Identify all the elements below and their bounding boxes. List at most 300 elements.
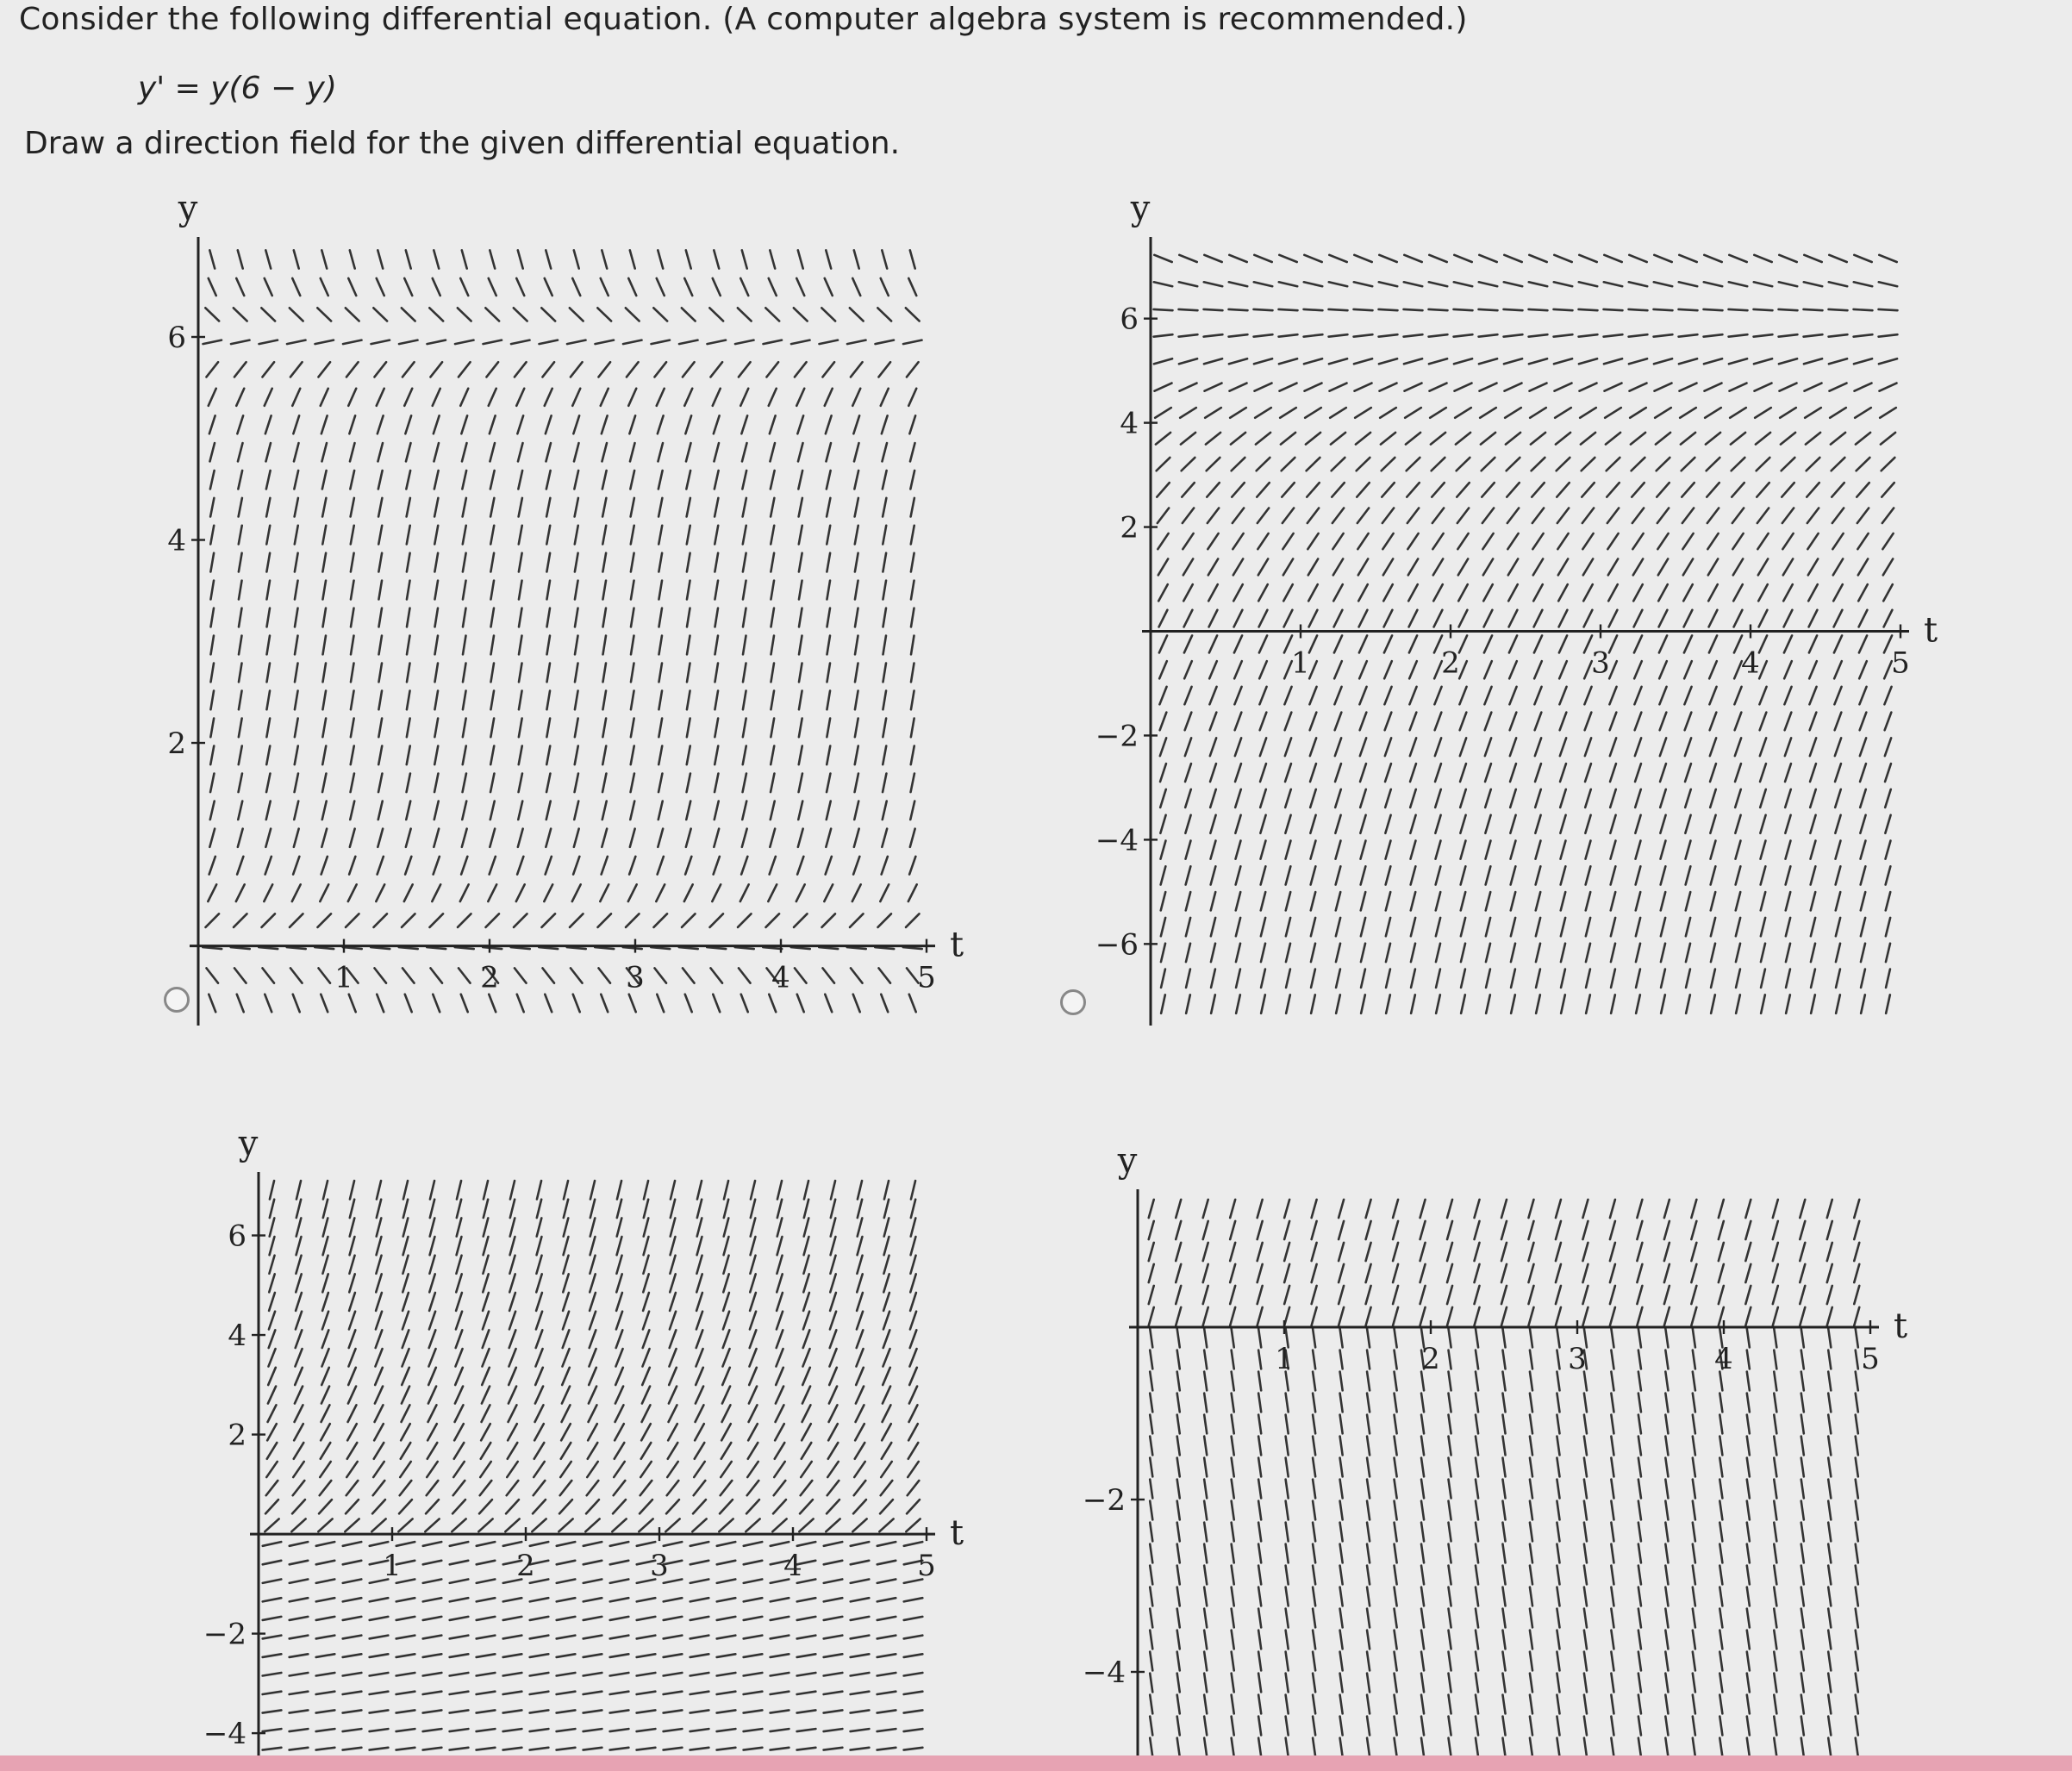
slope-mark [1502,1501,1505,1520]
slope-mark [1177,1631,1180,1649]
slope-mark [1773,1243,1778,1261]
slope-mark [1827,1264,1832,1282]
slope-mark [1611,1631,1613,1649]
slope-mark [1557,1587,1559,1606]
slope-mark [1502,1674,1505,1693]
slope-mark [1719,1264,1724,1282]
slope-mark [1366,1200,1371,1218]
slope-mark [1176,1307,1181,1325]
slope-mark [1340,1717,1343,1736]
slope-mark [1719,1631,1722,1649]
slope-mark [1747,1631,1750,1649]
slope-mark [1177,1394,1180,1412]
slope-mark [1177,1501,1180,1520]
slope-mark [1638,1329,1641,1348]
slope-mark [1177,1566,1180,1585]
slope-mark [1420,1307,1426,1325]
slope-mark [1774,1415,1776,1434]
slope-mark [1610,1221,1615,1239]
slope-mark [1150,1350,1152,1369]
slope-mark [1556,1286,1561,1304]
slope-mark [1774,1674,1776,1693]
slope-mark [1232,1480,1234,1499]
slope-mark [1637,1286,1642,1304]
slope-mark [1610,1243,1615,1261]
slope-mark [1340,1674,1343,1693]
slope-mark [1286,1566,1289,1585]
slope-mark [1476,1415,1478,1434]
slope-mark [1447,1243,1452,1261]
slope-mark [1367,1587,1370,1606]
slope-mark [1395,1501,1397,1520]
slope-mark [1232,1674,1234,1693]
slope-mark [1230,1221,1235,1239]
slope-mark [1801,1329,1804,1348]
y-axis-label: y [238,1124,259,1163]
slope-mark [1421,1738,1424,1757]
slope-mark [1204,1566,1207,1585]
slope-mark [1557,1415,1559,1434]
slope-mark [1774,1437,1776,1456]
slope-mark [1502,1372,1505,1391]
slope-mark [1367,1329,1370,1348]
slope-mark [1203,1264,1208,1282]
differential-equation: y' = y(6 − y) [138,71,337,106]
slope-mark [1230,1307,1235,1325]
slope-mark [1800,1221,1805,1239]
slope-mark [1693,1652,1695,1671]
slope-mark [1366,1307,1371,1325]
slope-mark [1719,1458,1722,1477]
slope-mark [1774,1501,1776,1520]
slope-mark [1611,1738,1613,1757]
t-tick-label: 2 [516,1549,535,1584]
slope-mark [1232,1394,1234,1412]
slope-mark [1828,1631,1831,1649]
t-tick-label: 4 [771,960,790,995]
slope-mark [1395,1717,1397,1736]
slope-mark [1340,1329,1343,1348]
slope-mark [1856,1587,1858,1606]
slope-mark [1340,1631,1343,1649]
slope-mark [1801,1523,1804,1542]
slope-mark [1774,1631,1776,1649]
slope-mark [1258,1523,1261,1542]
slope-mark [1286,1394,1289,1412]
slope-mark [1856,1738,1858,1757]
slope-mark [1638,1738,1641,1757]
slope-mark [1828,1695,1831,1714]
slope-mark [1476,1480,1478,1499]
slope-mark [1693,1394,1695,1412]
slope-mark [1258,1372,1261,1391]
slope-mark [1747,1609,1750,1628]
slope-mark [1638,1631,1641,1649]
slope-mark [1610,1286,1615,1304]
slope-mark [1258,1501,1261,1520]
slope-mark [1774,1652,1776,1671]
t-axis-label: t [949,925,964,965]
slope-mark [1448,1458,1451,1477]
slope-mark [1177,1738,1180,1757]
slope-mark [1150,1652,1152,1671]
slope-mark [1339,1286,1344,1304]
slope-mark [1774,1480,1776,1499]
slope-mark [1719,1609,1722,1628]
slope-mark [1150,1674,1152,1693]
t-tick-label: 2 [480,960,499,995]
slope-mark [1395,1480,1397,1499]
slope-mark [1557,1437,1559,1456]
t-tick-label: 1 [334,960,353,995]
slope-mark [1448,1544,1451,1563]
slope-mark [1774,1394,1776,1412]
slope-mark [1476,1717,1478,1736]
slope-mark [1747,1350,1750,1369]
slope-mark [1638,1566,1641,1585]
slope-mark [1421,1717,1424,1736]
slope-mark [1230,1200,1235,1218]
slope-mark [1638,1394,1641,1412]
t-tick-label: 1 [1291,645,1310,681]
slope-mark [1502,1458,1505,1477]
slope-mark [1691,1264,1696,1282]
y-tick-label: −4 [203,1717,247,1752]
slope-mark [1476,1609,1478,1628]
slope-mark [1476,1631,1478,1649]
slope-mark [1774,1695,1776,1714]
slope-mark [1801,1738,1804,1757]
slope-mark [1286,1415,1289,1434]
slope-mark [1828,1674,1831,1693]
slope-mark [1340,1437,1343,1456]
slope-mark [1528,1243,1533,1261]
slope-mark [1150,1372,1152,1391]
slope-mark [1801,1544,1804,1563]
slope-mark [1476,1458,1478,1477]
slope-mark [1448,1631,1451,1649]
slope-mark [1611,1437,1613,1456]
slope-mark [1502,1329,1505,1348]
slope-mark [1395,1544,1397,1563]
t-tick-label: 2 [1421,1342,1440,1376]
slope-mark [1828,1501,1831,1520]
slope-mark [1395,1674,1397,1693]
slope-mark [1856,1717,1858,1736]
slope-mark [1284,1221,1289,1239]
slope-mark [1393,1307,1398,1325]
slope-mark [1747,1372,1750,1391]
slope-mark [1258,1480,1261,1499]
slope-mark [1584,1738,1587,1757]
slope-mark [1637,1221,1642,1239]
slope-mark [1339,1221,1344,1239]
slope-mark [1610,1264,1615,1282]
slope-mark [1665,1394,1668,1412]
slope-mark [1584,1695,1587,1714]
slope-mark [1204,1631,1207,1649]
slope-mark [1637,1307,1642,1325]
slope-mark [1693,1329,1695,1348]
slope-mark [1150,1415,1152,1434]
slope-mark [1501,1200,1507,1218]
slope-mark [1395,1372,1397,1391]
slope-mark [1476,1372,1478,1391]
slope-mark [1420,1264,1426,1282]
slope-mark [1856,1372,1858,1391]
slope-mark [1693,1631,1695,1649]
slope-mark [1204,1501,1207,1520]
slope-mark [1801,1480,1804,1499]
slope-mark [1557,1523,1559,1542]
slope-mark [1366,1243,1371,1261]
slope-mark [1611,1329,1613,1348]
slope-mark [1367,1652,1370,1671]
slope-mark [1340,1394,1343,1412]
slope-mark [1313,1587,1315,1606]
slope-mark [1693,1609,1695,1628]
slope-mark [1313,1458,1315,1477]
slope-mark [1530,1587,1532,1606]
slope-mark [1258,1738,1261,1757]
slope-mark [1258,1652,1261,1671]
slope-mark [1557,1480,1559,1499]
slope-mark [1258,1307,1263,1325]
slope-mark [1557,1329,1559,1348]
slope-mark [1339,1243,1344,1261]
slope-mark [1448,1566,1451,1585]
slope-mark [1665,1437,1668,1456]
slope-mark [1854,1221,1859,1239]
slope-mark [1204,1738,1207,1757]
slope-mark [1258,1415,1261,1434]
slope-mark [1719,1652,1722,1671]
slope-mark [1177,1609,1180,1628]
slope-mark [1448,1609,1451,1628]
slope-mark [1230,1243,1235,1261]
slope-mark [1340,1652,1343,1671]
slope-mark [1230,1286,1235,1304]
slope-mark [1258,1394,1261,1412]
slope-mark [1232,1437,1234,1456]
slope-mark [1530,1437,1532,1456]
slope-mark [1313,1501,1315,1520]
slope-mark [1286,1437,1289,1456]
t-tick-label: 1 [383,1549,402,1584]
slope-mark [1395,1652,1397,1671]
slope-mark [1557,1609,1559,1628]
slope-mark [1530,1394,1532,1412]
slope-mark [1367,1458,1370,1477]
slope-mark [1530,1544,1532,1563]
slope-mark [1856,1480,1858,1499]
slope-mark [1448,1738,1451,1757]
slope-mark [1528,1221,1533,1239]
slope-mark [1501,1243,1507,1261]
slope-mark [1421,1415,1424,1434]
slope-mark [1367,1480,1370,1499]
slope-mark [1747,1415,1750,1434]
y-tick-label: 4 [228,1319,247,1354]
slope-mark [1149,1307,1154,1325]
slope-mark [1475,1243,1480,1261]
slope-mark [1232,1501,1234,1520]
slope-mark [1258,1329,1261,1348]
slope-mark [1693,1372,1695,1391]
slope-mark [1557,1738,1559,1757]
slope-mark [1528,1286,1533,1304]
slope-mark [1395,1415,1397,1434]
y-axis-label: y [1130,189,1151,228]
slope-mark [1232,1372,1234,1391]
slope-mark [1447,1286,1452,1304]
slope-mark [1582,1200,1588,1218]
y-tick-label: 2 [1120,510,1139,546]
slope-mark [1801,1372,1804,1391]
y-tick-label: 6 [1120,302,1139,337]
slope-mark [1719,1738,1722,1757]
slope-mark [1340,1544,1343,1563]
slope-mark [1149,1243,1154,1261]
slope-mark [1232,1587,1234,1606]
y-tick-label: −2 [1082,1483,1126,1518]
slope-mark [1856,1566,1858,1585]
slope-mark [1584,1544,1587,1563]
slope-mark [1828,1738,1831,1757]
slope-mark [1177,1437,1180,1456]
slope-mark [1557,1717,1559,1736]
slope-mark [1232,1566,1234,1585]
slope-mark [1584,1674,1587,1693]
slope-mark [1719,1480,1722,1499]
slope-mark [1584,1458,1587,1477]
y-axis-label: y [1117,1141,1138,1181]
slope-mark [1421,1609,1424,1628]
slope-mark [1584,1587,1587,1606]
slope-mark [1747,1652,1750,1671]
slope-mark [1774,1329,1776,1348]
slope-mark [1447,1200,1452,1218]
slope-mark [1448,1415,1451,1434]
slope-mark [1638,1480,1641,1499]
slope-mark [1367,1631,1370,1649]
slope-mark [1530,1652,1532,1671]
slope-mark [1828,1652,1831,1671]
slope-mark [1150,1458,1152,1477]
slope-mark [1313,1350,1315,1369]
slope-mark [1367,1609,1370,1628]
slope-mark [1856,1523,1858,1542]
slope-mark [1176,1221,1181,1239]
slope-mark [1557,1631,1559,1649]
slope-mark [1313,1394,1315,1412]
slope-mark [1150,1437,1152,1456]
slope-mark [1150,1480,1152,1499]
slope-mark [1340,1738,1343,1757]
slope-mark [1530,1631,1532,1649]
slope-mark [1557,1695,1559,1714]
slope-mark [1611,1695,1613,1714]
slope-mark [1502,1652,1505,1671]
slope-mark [1258,1243,1263,1261]
slope-mark [1367,1501,1370,1520]
slope-mark [1665,1523,1668,1542]
slope-mark [1476,1587,1478,1606]
slope-mark [1665,1566,1668,1585]
slope-mark [1747,1458,1750,1477]
slope-mark [1204,1415,1207,1434]
slope-mark [1530,1695,1532,1714]
slope-mark [1177,1717,1180,1736]
slope-mark [1693,1458,1695,1477]
slope-mark [1476,1674,1478,1693]
slope-mark [1476,1329,1478,1348]
slope-mark [1530,1523,1532,1542]
slope-mark [1448,1501,1451,1520]
slope-mark [1854,1200,1859,1218]
slope-mark [1204,1372,1207,1391]
slope-mark [1530,1350,1532,1369]
slope-mark [1313,1372,1315,1391]
t-tick-label: 5 [917,1549,936,1584]
slope-mark [1502,1394,1505,1412]
slope-mark [1611,1372,1613,1391]
slope-mark [1800,1243,1805,1261]
slope-mark [1313,1437,1315,1456]
slope-mark [1447,1307,1452,1325]
slope-mark [1421,1695,1424,1714]
slope-mark [1584,1609,1587,1628]
slope-mark [1476,1394,1478,1412]
slope-mark [1638,1695,1641,1714]
slope-mark [1284,1243,1289,1261]
slope-mark [1395,1609,1397,1628]
slope-mark [1447,1264,1452,1282]
slope-mark [1395,1738,1397,1757]
slope-mark [1286,1695,1289,1714]
slope-mark [1177,1587,1180,1606]
slope-mark [1611,1674,1613,1693]
slope-mark [1693,1480,1695,1499]
slope-mark [1502,1609,1505,1628]
slope-mark [1638,1437,1641,1456]
slope-mark [1313,1695,1315,1714]
slope-mark [1800,1307,1805,1325]
slope-mark [1693,1415,1695,1434]
slope-mark [1747,1544,1750,1563]
y-tick-label: 2 [167,726,186,762]
slope-mark [1203,1200,1208,1218]
slope-mark [1665,1350,1668,1369]
slope-mark [1801,1415,1804,1434]
slope-mark [1284,1264,1289,1282]
t-tick-label: 3 [1568,1342,1587,1376]
slope-mark [1584,1717,1587,1736]
slope-mark [1693,1566,1695,1585]
slope-mark [1747,1566,1750,1585]
slope-mark [1665,1544,1668,1563]
slope-mark [1719,1544,1722,1563]
slope-mark [1448,1329,1451,1348]
slope-mark [1584,1523,1587,1542]
slope-mark [1530,1738,1532,1757]
slope-mark [1150,1738,1152,1757]
slope-mark [1258,1200,1263,1218]
slope-mark [1367,1394,1370,1412]
slope-mark [1502,1566,1505,1585]
slope-mark [1584,1394,1587,1412]
slope-mark [1177,1415,1180,1434]
